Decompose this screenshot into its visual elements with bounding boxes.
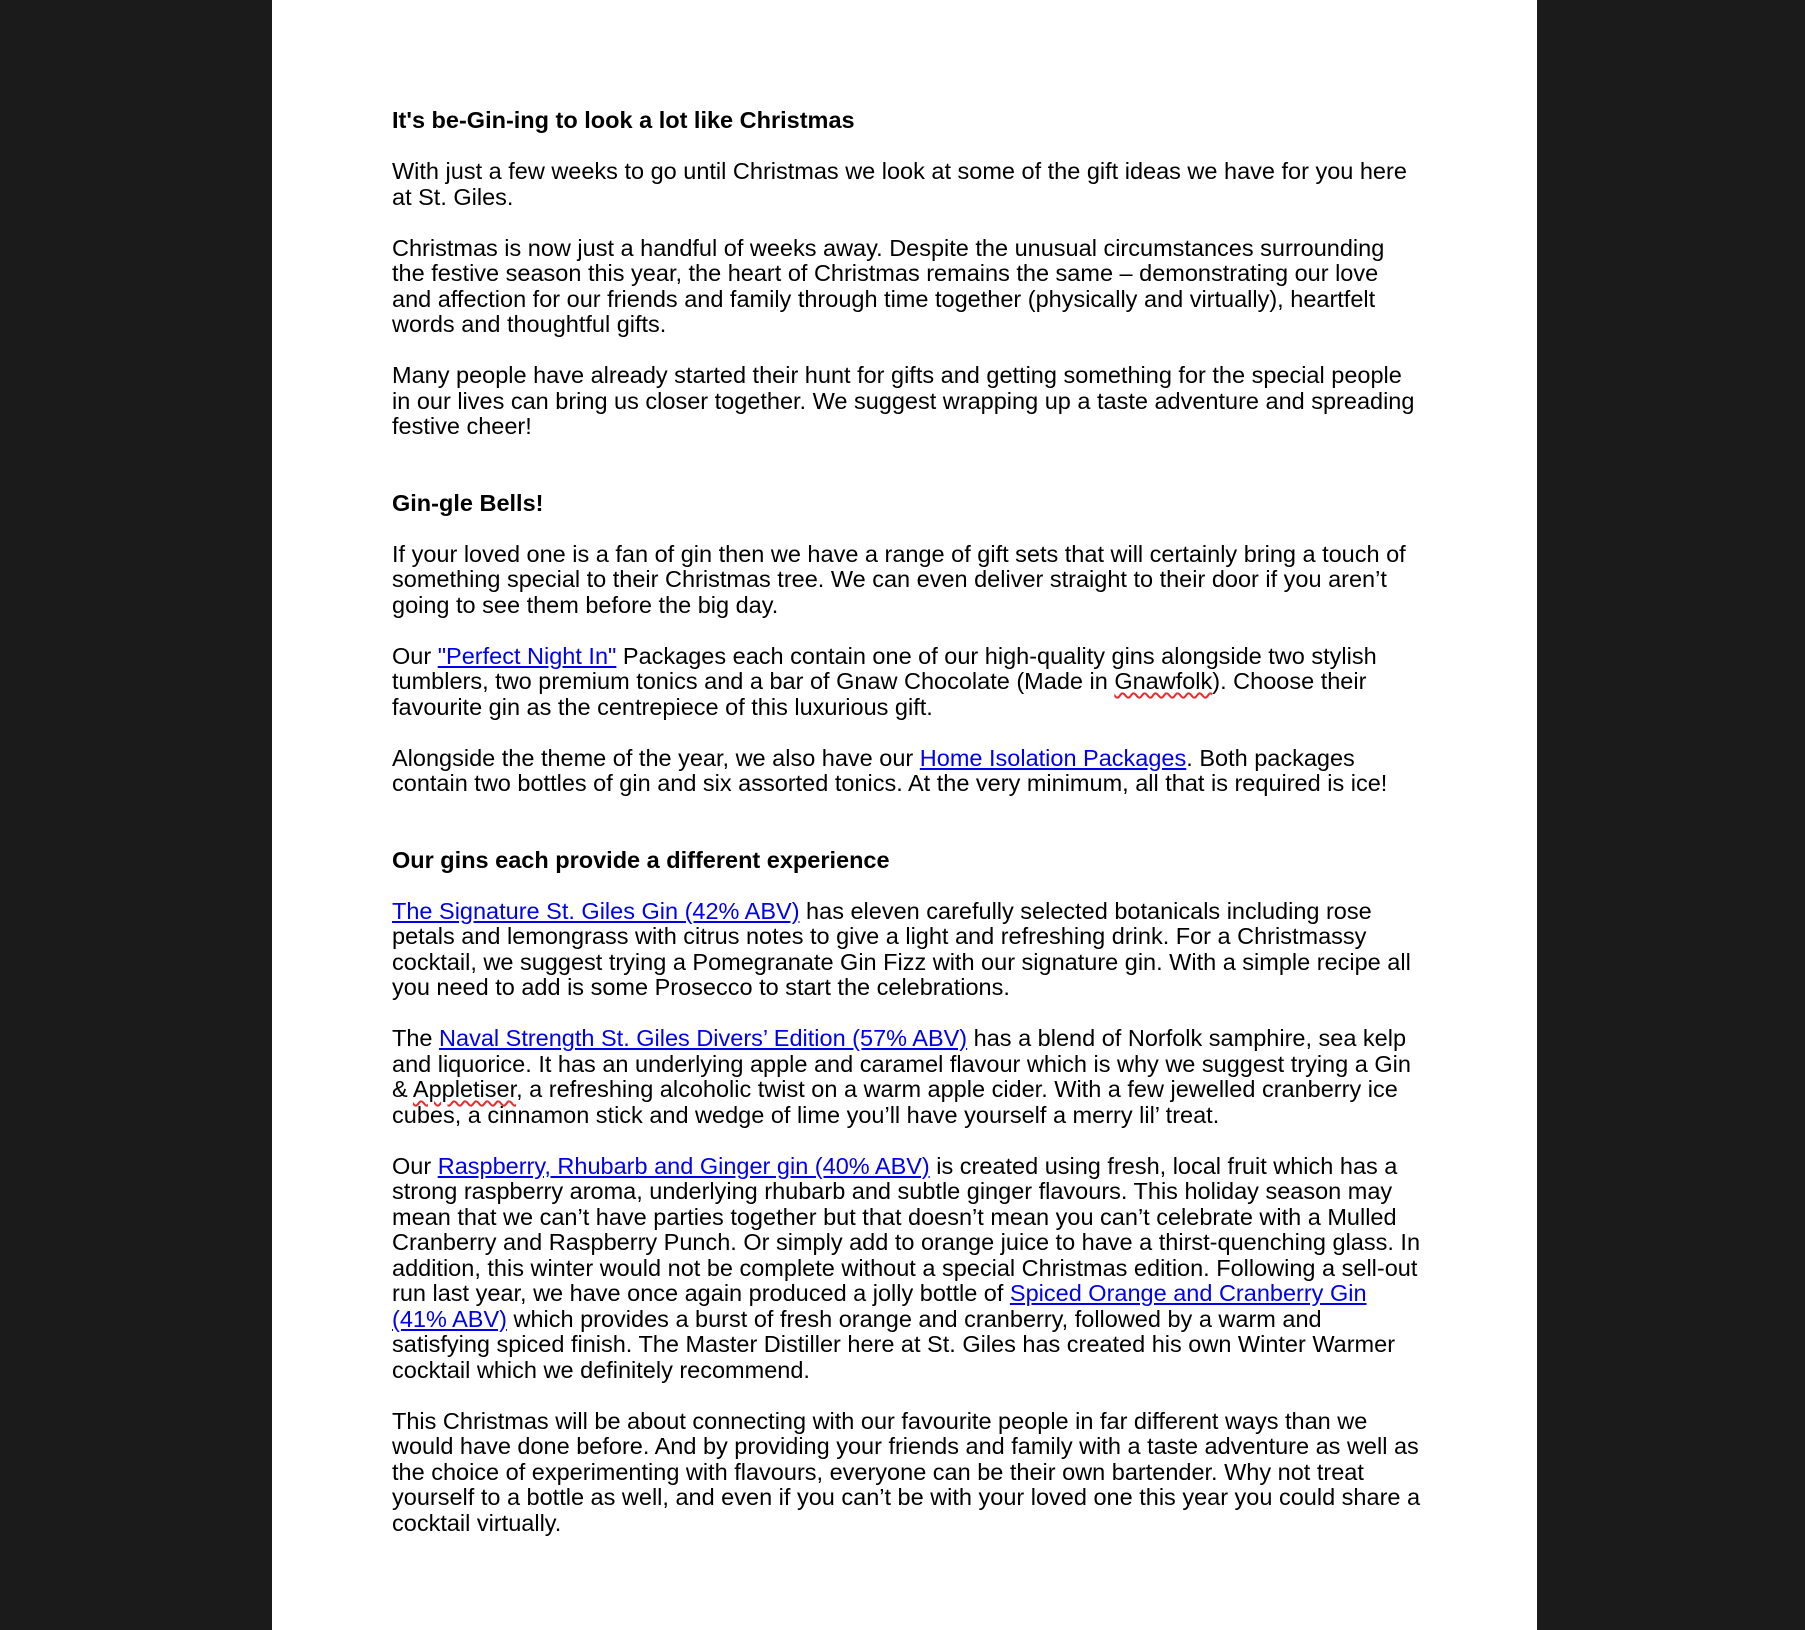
paragraph-gift-sets: If your loved one is a fan of gin then we have a range of gift sets that will certainly bring a touch of something special to their Christmas tree. We can even deliver straight to their door if you aren’t going to see them before the big day. <box>392 540 1406 618</box>
text-span: which provides a burst of fresh orange and cranberry, followed by a warm and satisfying spiced finish. The Master Distiller here at St. Giles has created his own Winter Warmer cocktail which we definitely recommend. <box>392 1305 1396 1383</box>
paragraph-christmas-away: Christmas is now just a handful of weeks away. Despite the unusual circumstances surrounding the festive season this year, the heart of Christmas remains the same – demonstrating our love and affection for our friends and family through time together (physically and virtually), heartfelt words and thoughtful gifts. <box>392 234 1385 337</box>
perfect-night-in-link[interactable]: "Perfect Night In" <box>437 642 617 669</box>
paragraph-closing: This Christmas will be about connecting with our favourite people in far different ways than we would have done before. And by providing your friends and family with a taste adventure as well as the choice of experimenting with flavours, everyone can be their own bartender. Why not treat yourself to a bottle as well, and even if you can’t be with your loved one this year you could share a cocktail virtually. <box>392 1407 1421 1536</box>
intro-paragraph: With just a few weeks to go until Christmas we look at some of the gift ideas we have for you here at St. Giles. <box>392 158 1407 210</box>
document-body[interactable] <box>392 108 1422 1562</box>
paragraph-raspberry-gin <box>392 1154 1422 1384</box>
text-span: , a refreshing alcoholic twist on a warm apple cider. With a few jewelled cranberry ice cubes, a cinnamon stick and wedge of lime you’ll have yourself a merry lil’ treat. <box>392 1076 1398 1128</box>
text-span: Our <box>392 642 438 669</box>
heading-gin-gle-bells: Gin-gle Bells! <box>392 489 544 516</box>
heading-gins-experience: Our gins each provide a different experience <box>392 846 890 873</box>
spellcheck-word-gnawfolk[interactable]: Gnawfolk <box>1114 668 1213 694</box>
text-span: has a blend of Norfolk samphire, sea kelp and liquorice. It has an underlying apple and caramel flavour which is why we suggest trying a Gin & <box>392 1025 1411 1102</box>
text-span: . Both packages contain two bottles of gin and six assorted tonics. At the very minimum, all that is required is ice! <box>392 744 1388 796</box>
text-span: Packages each contain one of our high-quality gins alongside two stylish tumblers, two premium tonics and a bar of Gnaw Chocolate (Made in <box>392 642 1377 694</box>
spiced-orange-cranberry-gin-link[interactable]: Spiced Orange and Cranberry Gin (41% ABV) <box>392 1280 1367 1332</box>
naval-strength-gin-link[interactable]: Naval Strength St. Giles Divers’ Edition (57% ABV) <box>439 1025 968 1051</box>
text-span: has eleven carefully selected botanicals including rose petals and lemongrass with citrus notes to give a light and refreshing drink. For a Christmassy cocktail, we suggest trying a Pomegranate Gin Fizz with our signature gin. With a simple recipe all you need to add is some Prosecco to start the celebrations. <box>392 897 1411 1000</box>
spellcheck-word-appletiser[interactable]: Appletiser <box>412 1076 517 1102</box>
home-isolation-packages-link[interactable]: Home Isolation Packages <box>919 744 1187 771</box>
article-title: It's be-Gin-ing to look a lot like Christmas <box>392 107 855 133</box>
raspberry-rhubarb-ginger-gin-link[interactable]: Raspberry, Rhubarb and Ginger gin (40% ABV) <box>437 1152 930 1179</box>
paragraph-hunt-for-gifts: Many people have already started their hunt for gifts and getting something for the special people in our lives can bring us closer together. We suggest wrapping up a taste adventure and spreading festive cheer! <box>392 362 1415 439</box>
text-span: ). Choose their favourite gin as the centrepiece of this luxurious gift. <box>392 668 1367 720</box>
text-span: The <box>392 1025 440 1051</box>
text-span: is created using fresh, local fruit which has a strong raspberry aroma, underlying rhubarb and subtle ginger flavours. This holiday season may mean that we can’t have parties together but that doesn’t mean you can’t celebrate with a Mulled Cranberry and Raspberry Punch. Or simply add to orange juice to have a thirst-quenching glass. In addition, this winter would not be complete without a special Christmas edition. Following a sell-out run last year, we have once again produced a jolly bottle of <box>392 1152 1421 1306</box>
paragraph-home-isolation <box>392 746 1422 797</box>
signature-gin-link[interactable]: The Signature St. Giles Gin (42% ABV) <box>392 897 800 924</box>
paragraph-naval-strength <box>392 1026 1422 1128</box>
text-span: Our <box>392 1152 438 1179</box>
document-page <box>272 0 1537 1630</box>
paragraph-perfect-night-in <box>392 644 1422 721</box>
text-span: Alongside the theme of the year, we also have our <box>392 744 920 771</box>
paragraph-signature-gin <box>392 899 1422 1001</box>
